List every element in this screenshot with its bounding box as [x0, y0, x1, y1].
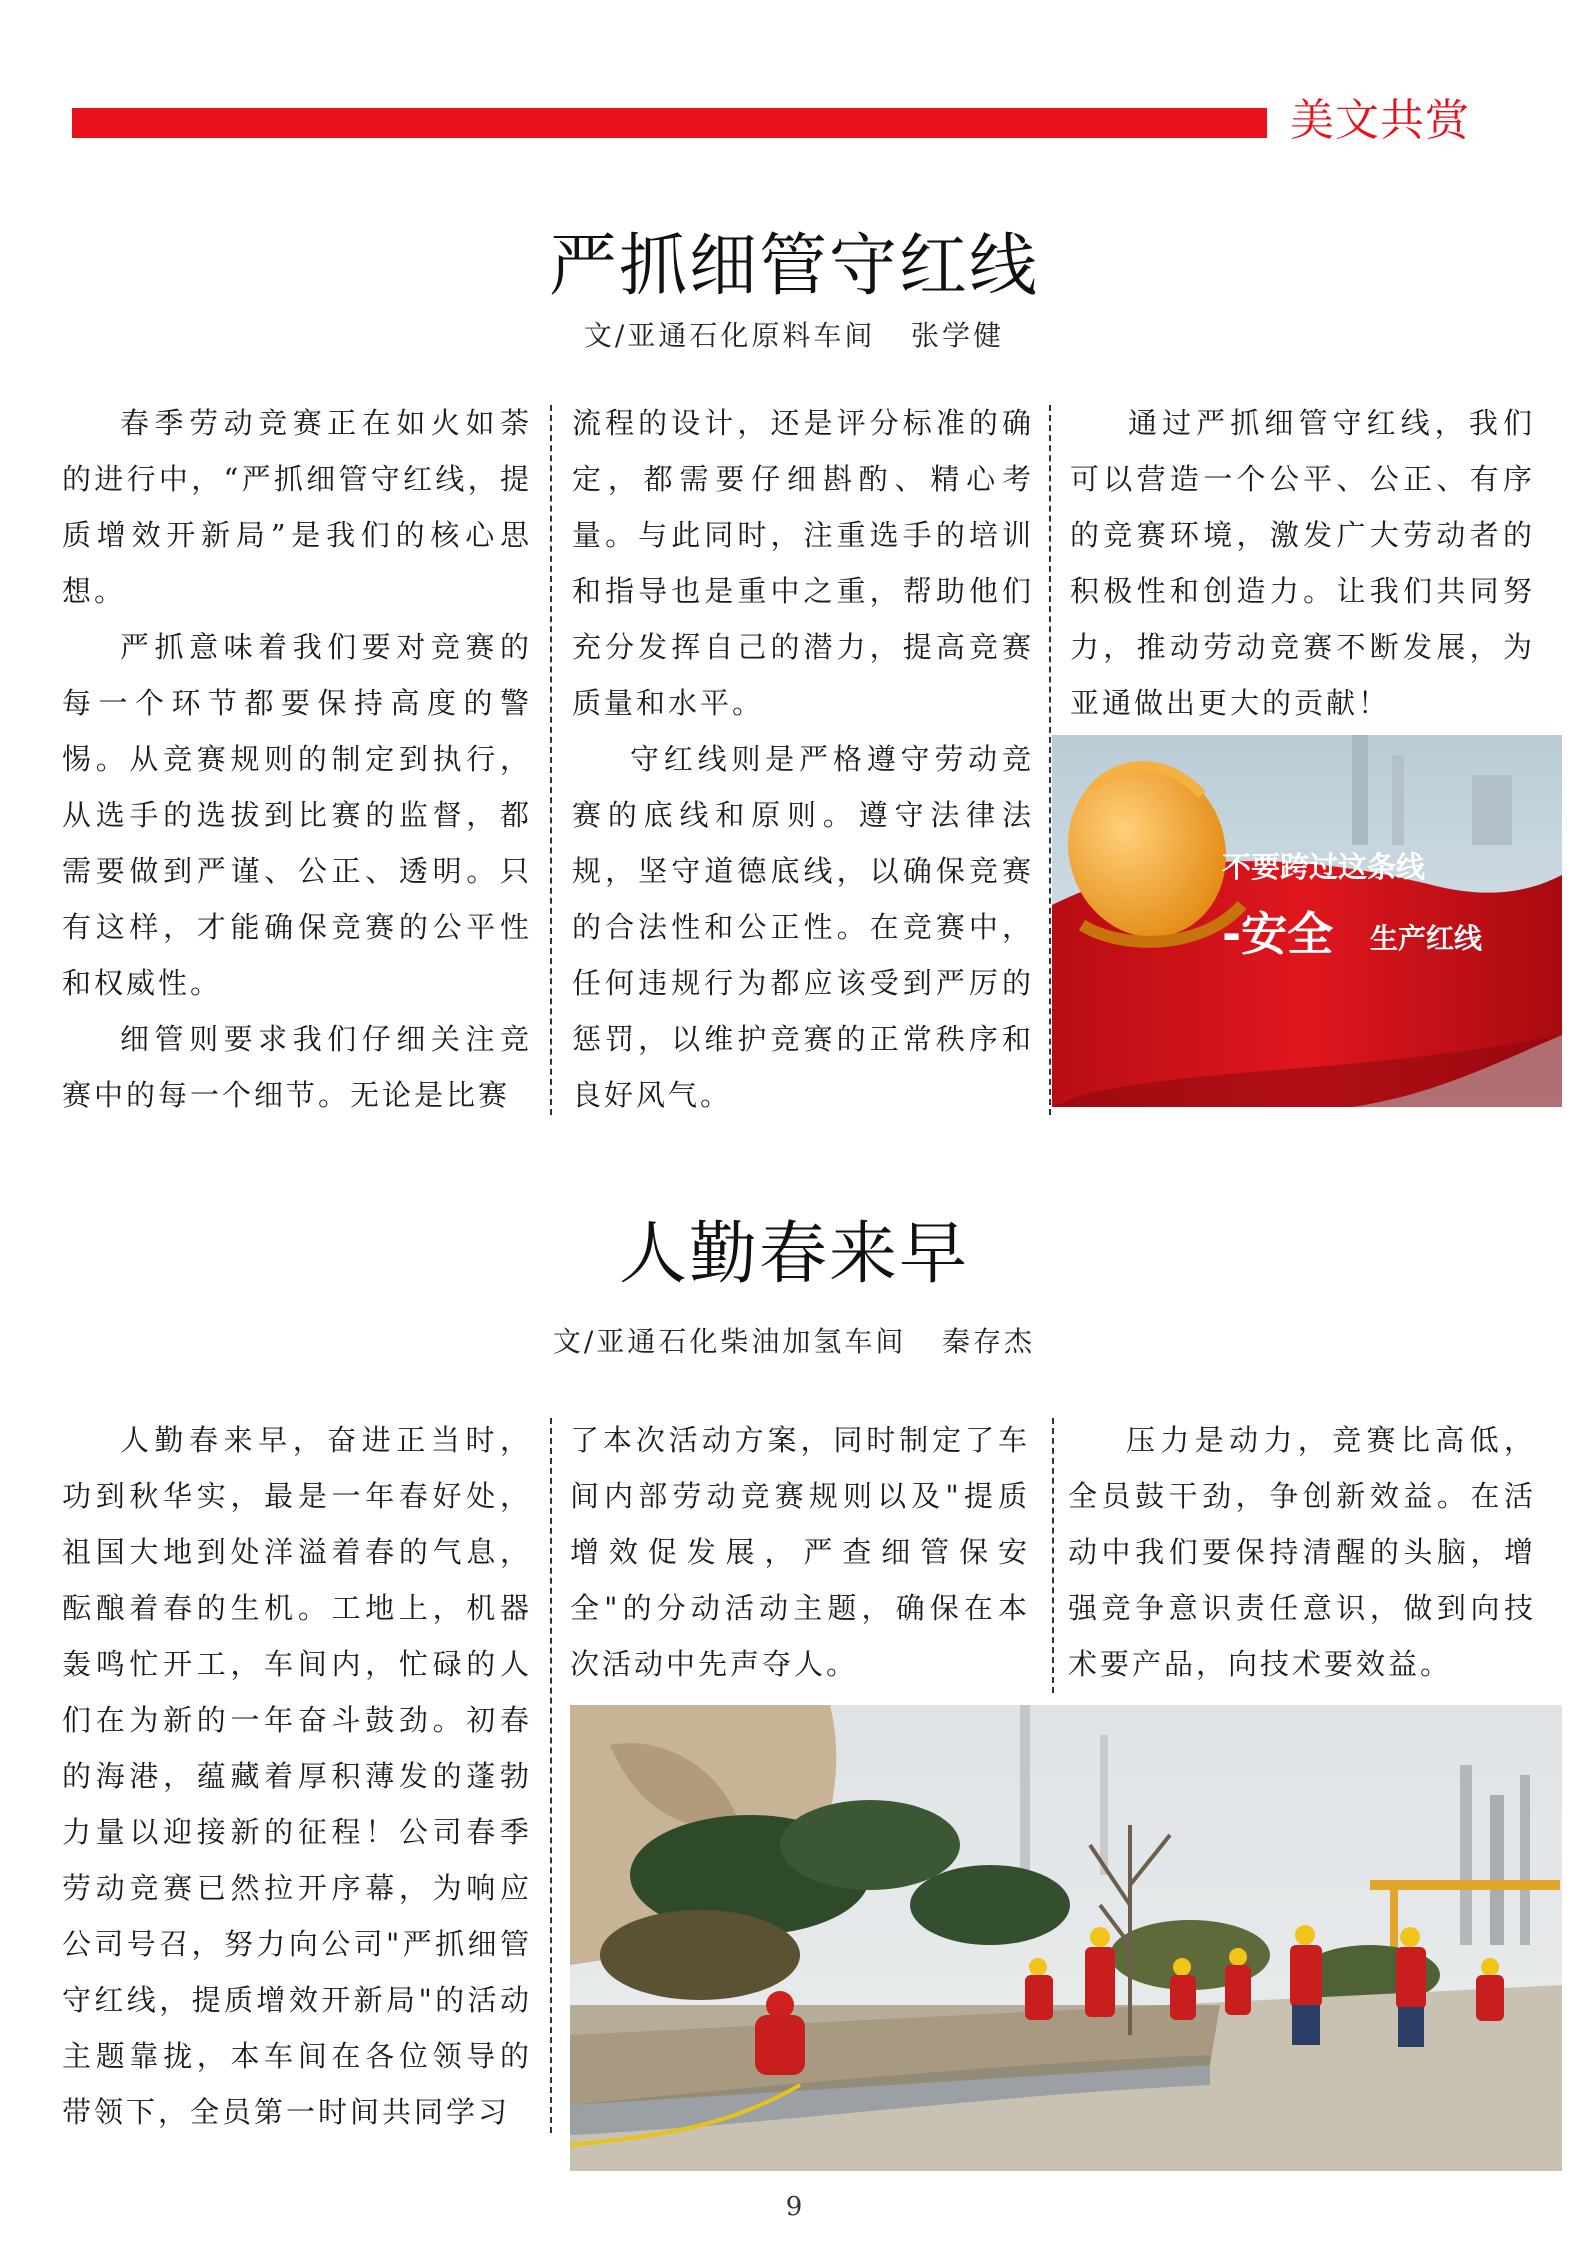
- safety-redline-image: [1052, 735, 1562, 1107]
- paragraph: 守红线则是严格遵守劳动竞赛的底线和原则。遵守法律法规，坚守道德底线，以确保竞赛的合法性和公正性。在竞赛中，任何违规行为都应该受到严厉的惩罚，以维护竞赛的正常秩序和良好风气。: [572, 742, 1034, 1112]
- section-label: 美文共赏: [1290, 95, 1470, 146]
- article2-column-2: [570, 1412, 1030, 1702]
- workers-planting-photo: [570, 1705, 1562, 2171]
- poster-text-redline: 生产红线: [1370, 922, 1483, 955]
- paragraph: 春季劳动竞赛正在如火如荼的进行中，“严抓细管守红线，提质增效开新局”是我们的核心思想。: [62, 406, 532, 608]
- paragraph: 严抓意味着我们要对竞赛的每一个环节都要保持高度的警惕。从竞赛规则的制定到执行，从选手的选拔到比赛的监督，都需要做到严谨、公正、透明。只有这样，才能确保竞赛的公平性和权威性。: [62, 630, 532, 1000]
- paragraph: 细管则要求我们仔细关注竞赛中的每一个细节。无论是比赛: [62, 1022, 532, 1112]
- safety-poster-graphic: [1052, 735, 1562, 1107]
- column-divider: [1052, 1418, 1054, 1693]
- article1-column-3: [1070, 395, 1535, 735]
- column-divider: [550, 1418, 552, 2133]
- paragraph: 流程的设计，还是评分标准的确定，都需要仔细斟酌、精心考量。与此同时，注重选手的培训和指导也是重中之重，帮助他们充分发挥自己的潜力，提高竞赛质量和水平。: [572, 406, 1034, 720]
- article1-column-1: [62, 395, 532, 1125]
- workers-photo-graphic: [570, 1705, 1562, 2171]
- paragraph: 通过严抓细管守红线，我们可以营造一个公平、公正、有序的竞赛环境，激发广大劳动者的积极性和创造力。让我们共同努力，推动劳动竞赛不断发展，为亚通做出更大的贡献！: [1070, 406, 1535, 720]
- header-red-bar: [72, 108, 1267, 138]
- paragraph: 人勤春来早，奋进正当时，功到秋华实，最是一年春好处，祖国大地到处洋溢着春的气息，酝酿着春的生机。工地上，机器轰鸣忙开工，车间内，忙碌的人们在为新的一年奋斗鼓劲。初春的海港，蕴藏着厚积薄发的蓬勃力量以迎接新的征程！公司春季劳动竞赛已然拉开序幕，为响应公司号召，努力向公司"严抓细管守红线，提质增效开新局"的活动主题靠拢，本车间在各位领导的带领下，全员第一时间共同学习: [62, 1423, 532, 2129]
- paragraph: 了本次活动方案，同时制定了车间内部劳动竞赛规则以及"提质增效促发展，严查细管保安全"的分动活动主题，确保在本次活动中先声夺人。: [570, 1423, 1030, 1681]
- article1-column-2: [572, 395, 1034, 1125]
- column-divider: [1049, 405, 1051, 1115]
- page-number: 9: [785, 2192, 803, 2222]
- paragraph: 压力是动力，竞赛比高低，全员鼓干劲，争创新效益。在活动中我们要保持清醒的头脑，增强竞争意识责任意识，做到向技术要产品，向技术要效益。: [1068, 1423, 1536, 1681]
- article2-column-1: [62, 1412, 532, 2142]
- poster-text-safety: -安全: [1222, 907, 1334, 961]
- article2-column-3: [1068, 1412, 1536, 1702]
- column-divider: [550, 405, 552, 1115]
- article1-title: 严抓细管守红线: [548, 227, 1039, 306]
- article2-title: 人勤春来早: [618, 1215, 969, 1294]
- article2-byline: 文/亚通石化柴油加氢车间 秦存杰: [552, 1325, 1036, 1358]
- poster-text-line1: 不要跨过这条线: [1222, 850, 1426, 884]
- article1-byline: 文/亚通石化原料车间 张学健: [583, 319, 1005, 352]
